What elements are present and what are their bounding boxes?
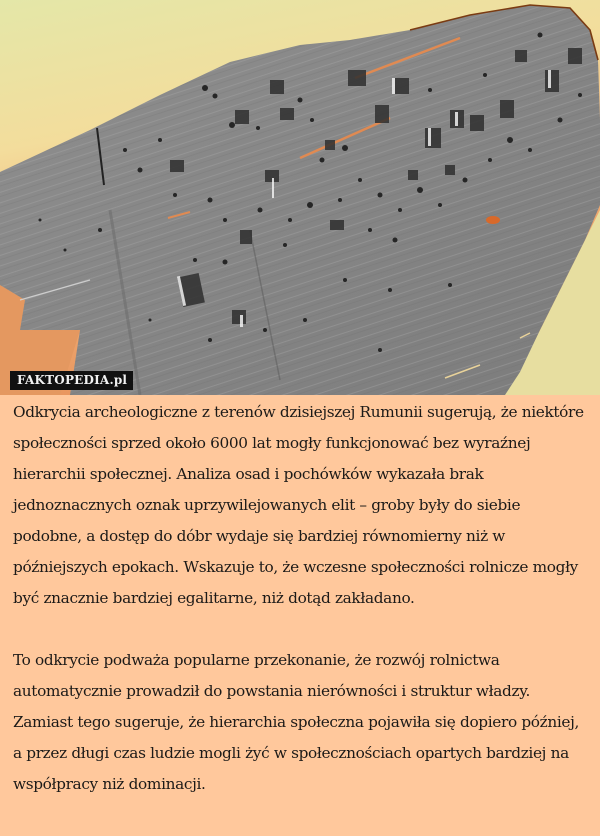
caption-text xyxy=(0,395,600,800)
survey-map-graphic xyxy=(0,0,600,395)
survey-map-image xyxy=(0,0,600,395)
caption-paragraph-1: Odkrycia archeologiczne z terenów dzisiejszej Rumunii sugerują, że niektóre społeczności sprzed około 6000 lat mogły funkcjonować bez wyraźnej hierarchii społecznej. Analiza osad i pochówków wykazała brak jednoznacznych oznak uprzywilejowanych elit – groby były do siebie podobne, a dostęp do dóbr wydaje się bardziej równomierny niż w późniejszych epokach. Wskazuje to, że wczesne społeczności rolnicze mogły być znacznie bardziej egalitarne, niż dotąd zakładano. xyxy=(13,403,584,607)
faktopedia-watermark: FAKTOPEDIA.pl xyxy=(10,371,133,390)
caption-paragraph-2: To odkrycie podważa popularne przekonanie, że rozwój rolnictwa automatycznie prowadził do powstania nierówności i struktur władzy. Zamiast tego sugeruje, że hierarchia społeczna pojawiła się dopiero później, a przez długi czas ludzie mogli żyć w społecznościach opartych bardziej na współpracy niż dominacji. xyxy=(13,651,579,793)
